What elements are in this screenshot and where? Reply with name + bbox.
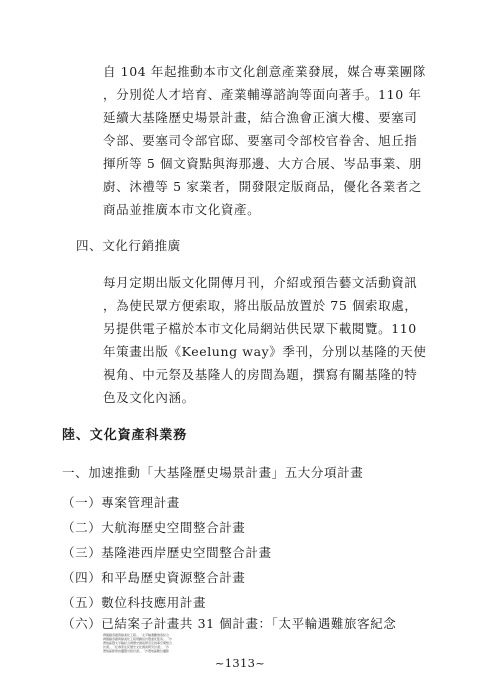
sub-item: （三）基隆港西岸歷史空間整合計畫 <box>62 545 272 560</box>
paragraph-line: 自 104 年起推動本市文化創意產業發展，媒合專業團隊 <box>103 64 427 79</box>
paragraph-line: 商品並推廣本市文化資產。 <box>103 202 261 217</box>
paragraph-line: ，為使民眾方便索取，將出版品放置於 75 個索取處， <box>103 298 418 313</box>
sub-item-continuation: 計畫」、「社寮原住民歷史文化調查研究計畫」、「沙 <box>103 645 170 649</box>
paragraph-line: 廚、沐禮等 5 家業者，開發限定版商品，優化各業者之 <box>103 179 423 194</box>
paragraph-line: ，分別從人才培育、產業輔導諮詢等面向著手。110 年 <box>103 87 422 102</box>
sub-item: （四）和平島歷史資源整合計畫 <box>62 570 246 585</box>
paragraph-line: 另提供電子檔於本市文化局網站供民眾下載閱覽。110 <box>103 321 417 336</box>
sub-item: （二）大航海歷史空間整合計畫 <box>62 520 246 535</box>
page-number: ~1313~ <box>214 656 266 670</box>
sub-item-continuation: 灣地區暨太平輪紀念碑歷史調查研究及敘事空間整合 <box>103 641 173 645</box>
paragraph-line: 延續大基隆歷史場景計畫，結合漁會正濱大樓、要塞司 <box>103 110 418 125</box>
sub-item: （一）專案管理計畫 <box>62 495 180 510</box>
paragraph-line: 色及文化內涵。 <box>103 390 195 405</box>
item-heading: 一、加速推動「大基隆歷史場景計畫」五大分項計畫 <box>62 465 364 480</box>
paragraph-line: 揮所等 5 個文資點與海那邊、大方合展、岑品事業、朋 <box>103 156 423 171</box>
sub-item-continuation: 碑園牆退縮與綠美化工程」、「太平輪遇難旅客紀念 <box>103 633 170 637</box>
section-heading: 四、文化行銷推廣 <box>76 238 181 253</box>
paragraph-line: 令部、要塞司令部官邸、要塞司令部校官眷舍、旭丘指 <box>103 133 418 148</box>
paragraph-line: 每月定期出版文化開傳月刊，介紹或預告藝文活動資訊 <box>103 275 418 290</box>
sub-item: （六）已結案子計畫共 31 個計畫：「太平輪遇難旅客紀念 <box>62 616 397 631</box>
sub-item: （五）數位科技應用計畫 <box>62 595 207 610</box>
sub-item-continuation: 碑園牆退縮與綠美化工程規劃設計暨委託監造」、「沙 <box>103 637 173 641</box>
paragraph-line: 視角、中元祭及基隆人的房間為題，撰寫有關基隆的特 <box>103 367 418 382</box>
chapter-heading: 陸、文化資產科業務 <box>62 428 188 443</box>
sub-item-continuation: 灣地區影像拍攝暨出版計畫」、「沙灣地區數位攝影 <box>103 649 170 653</box>
paragraph-line: 年策畫出版《Keelung way》季刊，分別以基隆的天使 <box>103 344 427 359</box>
